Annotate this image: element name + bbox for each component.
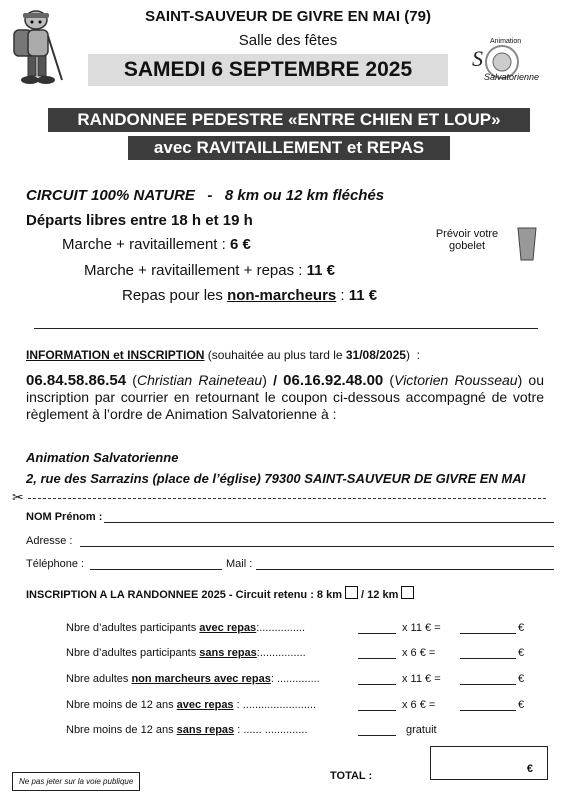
row-dots: : ...... .............. — [234, 724, 308, 736]
cup-icon — [516, 226, 538, 262]
row-dots: :............... — [256, 647, 306, 659]
amount-field[interactable] — [460, 673, 516, 685]
logo-text-bottom: Salvatorienne — [484, 72, 540, 82]
phone-label: Téléphone : — [26, 558, 85, 570]
list-item — [66, 673, 320, 685]
event-date: SAMEDI 6 SEPTEMBRE 2025 — [88, 54, 448, 86]
row-multiplier: x 6 € = — [402, 647, 436, 659]
price-walk-meal-value: 11 € — [306, 262, 335, 279]
event-title: RANDONNEE PEDESTRE «ENTRE CHIEN ET LOUP» — [48, 108, 530, 132]
row-text: Nbre d’adultes participants — [66, 622, 200, 634]
svg-text:S: S — [472, 46, 483, 71]
info-heading-label: INFORMATION et INSCRIPTION — [26, 348, 205, 362]
row-currency: € — [518, 622, 525, 634]
separator-line — [34, 328, 538, 329]
total-currency: € — [526, 763, 533, 775]
price-meal-value: 11 € — [348, 287, 378, 304]
row-multiplier: x 11 € = — [402, 673, 441, 685]
phone-2: 06.16.92.48.00 — [283, 372, 384, 389]
name-field[interactable] — [104, 510, 554, 523]
registration-line — [26, 586, 414, 601]
departure-times: Départs libres entre 18 h et 19 h — [26, 212, 253, 229]
address-label: Adresse : — [26, 535, 73, 547]
info-note-date: 31/08/2025 — [345, 348, 406, 362]
info-note-post: ) : — [405, 348, 420, 362]
name-label: NOM Prénom : — [26, 511, 103, 523]
row-multiplier: x 6 € = — [402, 699, 436, 711]
scissors-icon: ✂ — [12, 489, 24, 505]
info-text: ou inscription par courrier en retournant le coupon ci-dessous accompagné de votre règlement à l’ordre de Animation Salvatorienne à : — [26, 372, 544, 422]
mail-field[interactable] — [256, 557, 554, 570]
price-walk-label: Marche + ravitaillement : — [62, 236, 230, 253]
row-text: Nbre moins de 12 ans — [66, 699, 177, 711]
amount-field[interactable] — [460, 699, 516, 711]
association-logo — [462, 38, 542, 84]
price-meal-pre: Repas pour les — [122, 287, 228, 304]
price-walk-meal-label: Marche + ravitaillement + repas : — [84, 262, 307, 279]
quantity-field[interactable] — [358, 673, 396, 685]
gobelet-line2: gobelet — [448, 240, 486, 252]
event-subtitle: avec RAVITAILLEMENT et REPAS — [128, 136, 450, 160]
phone-1: 06.84.58.86.54 — [26, 372, 127, 389]
price-meal-post: : — [336, 287, 349, 304]
row-dots: : .............. — [270, 673, 320, 685]
contact-1: Christian Raineteau — [136, 372, 263, 388]
price-meal-ul: non-marcheurs — [227, 287, 337, 304]
total-box[interactable] — [430, 746, 548, 780]
info-heading — [26, 348, 420, 362]
mail-label: Mail : — [226, 558, 253, 570]
list-item — [66, 622, 305, 634]
row-dots: :............... — [256, 622, 306, 634]
label-12km: / 12 km — [358, 589, 399, 601]
price-walk-value: 6 € — [229, 236, 251, 253]
list-item — [66, 699, 316, 711]
list-item — [66, 724, 308, 736]
address-field[interactable] — [80, 534, 554, 547]
info-note-pre: (souhaitée au plus tard le — [204, 348, 346, 362]
contact-2: Victorien Rousseau — [394, 372, 518, 388]
checkbox-12km[interactable] — [401, 586, 414, 599]
amount-field[interactable] — [460, 622, 516, 634]
gobelet-line1: Prévoir votre — [435, 228, 499, 240]
price-meal-only — [122, 287, 377, 304]
row-underlined: sans repas — [199, 647, 257, 659]
price-walk — [62, 236, 251, 253]
row-underlined: sans repas — [176, 724, 235, 736]
row-underlined: avec repas — [176, 699, 234, 711]
phone-field[interactable] — [90, 557, 222, 570]
total-label: TOTAL : — [330, 770, 373, 782]
amount-field[interactable] — [460, 647, 516, 659]
address-street: 2, rue des Sarrazins (place de l’église) 79300 SAINT-SAUVEUR DE GIVRE EN MAI — [26, 471, 526, 486]
quantity-field[interactable] — [358, 724, 396, 736]
row-currency: € — [518, 699, 525, 711]
quantity-field[interactable] — [358, 647, 396, 659]
address-name: Animation Salvatorienne — [26, 450, 179, 465]
price-walk-meal — [84, 262, 335, 279]
row-text: Nbre adultes — [66, 673, 132, 685]
registration-label: INSCRIPTION A LA RANDONNEE 2025 - Circuit retenu : 8 km — [26, 589, 342, 601]
row-multiplier: x 11 € = — [402, 622, 441, 634]
row-text: Nbre moins de 12 ans — [66, 724, 177, 736]
row-currency: € — [518, 647, 525, 659]
quantity-field[interactable] — [358, 622, 396, 634]
circuit-info: CIRCUIT 100% NATURE - 8 km ou 12 km fléchés — [26, 187, 385, 204]
row-text: Nbre d’adultes participants — [66, 647, 200, 659]
row-free: gratuit — [406, 724, 437, 736]
row-underlined: non marcheurs avec repas — [131, 673, 271, 685]
row-currency: € — [518, 673, 525, 685]
logo-text-top: Animation — [490, 38, 522, 45]
row-underlined: avec repas — [199, 622, 257, 634]
checkbox-8km[interactable] — [345, 586, 358, 599]
cut-line — [28, 498, 546, 499]
quantity-field[interactable] — [358, 699, 396, 711]
footer-note: Ne pas jeter sur la voie publique — [12, 772, 140, 791]
row-dots: : ........................ — [233, 699, 317, 711]
info-body: 06.84.58.86.54 (Christian Raineteau) / 06.16.92.48.00 (Victorien Rousseau) ou inscription par courrier en retournant le coupon ci-dessous accompagné de votre règlement à l’ordre de Animation Salvatorienne à : — [26, 372, 544, 422]
organizer-location: SAINT-SAUVEUR DE GIVRE EN MAI (79) — [145, 8, 431, 25]
venue: Salle des fêtes — [238, 32, 338, 49]
list-item — [66, 647, 306, 659]
gobelet-note — [422, 228, 512, 252]
